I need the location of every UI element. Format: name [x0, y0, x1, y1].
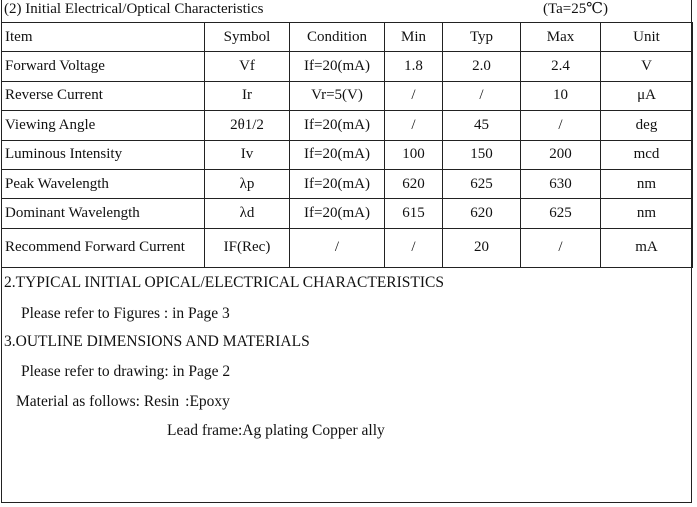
table-row: [2, 228, 693, 267]
cell-unit: V: [601, 52, 693, 81]
cell-unit: deg: [601, 111, 693, 140]
outline-dimensions-heading: 3.OUTLINE DIMENSIONS AND MATERIALS: [4, 333, 310, 350]
header-min: Min: [385, 23, 443, 52]
cell-max: 625: [521, 199, 601, 228]
header-max: Max: [521, 23, 601, 52]
cell-min: 615: [385, 199, 443, 228]
cell-symbol: IF(Rec): [205, 228, 290, 267]
table-header-row: [2, 23, 693, 52]
header-typ: Typ: [443, 23, 521, 52]
characteristics-table: [1, 22, 693, 268]
cell-condition: /: [290, 228, 385, 267]
cell-symbol: 2θ1/2: [205, 111, 290, 140]
cell-unit: nm: [601, 199, 693, 228]
cell-symbol: Vf: [205, 52, 290, 81]
section-title: (2) Initial Electrical/Optical Characteristics: [4, 1, 264, 17]
header-condition: Condition: [290, 23, 385, 52]
header-item: Item: [2, 23, 205, 52]
cell-item: Viewing Angle: [2, 111, 205, 140]
table-row: [2, 52, 693, 81]
cell-max: /: [521, 228, 601, 267]
cell-min: 1.8: [385, 52, 443, 81]
typical-characteristics-heading: 2.TYPICAL INITIAL OPICAL/ELECTRICAL CHARACTERISTICS: [4, 274, 445, 291]
material-resin: :Epoxy: [185, 393, 230, 410]
cell-max: 630: [521, 169, 601, 198]
table-row: [2, 111, 693, 140]
cell-item: Luminous Intensity: [2, 140, 205, 169]
cell-unit: mA: [601, 228, 693, 267]
cell-typ: 2.0: [443, 52, 521, 81]
cell-unit: μA: [601, 81, 693, 110]
cell-condition: Vr=5(V): [290, 81, 385, 110]
cell-typ: 45: [443, 111, 521, 140]
cell-condition: If=20(mA): [290, 140, 385, 169]
cell-item: Recommend Forward Current: [2, 228, 205, 267]
test-condition: (Ta=25℃): [543, 1, 609, 17]
cell-typ: /: [443, 81, 521, 110]
cell-min: /: [385, 81, 443, 110]
cell-typ: 150: [443, 140, 521, 169]
cell-item: Dominant Wavelength: [2, 199, 205, 228]
cell-unit: nm: [601, 169, 693, 198]
outline-dimensions-text: Please refer to drawing: in Page 2: [21, 363, 231, 380]
lead-frame-line: Lead frame:Ag plating Copper ally: [167, 422, 385, 439]
table-row: [2, 140, 693, 169]
table-row: [2, 169, 693, 198]
cell-symbol: Ir: [205, 81, 290, 110]
cell-max: /: [521, 111, 601, 140]
typical-characteristics-text: Please refer to Figures : in Page 3: [21, 305, 230, 322]
cell-min: /: [385, 228, 443, 267]
cell-max: 200: [521, 140, 601, 169]
cell-min: 620: [385, 169, 443, 198]
table-row: [2, 199, 693, 228]
table-row: [2, 81, 693, 110]
cell-condition: If=20(mA): [290, 111, 385, 140]
header-unit: Unit: [601, 23, 693, 52]
material-line: [16, 392, 230, 412]
cell-symbol: λd: [205, 199, 290, 228]
cell-max: 10: [521, 81, 601, 110]
cell-max: 2.4: [521, 52, 601, 81]
cell-item: Forward Voltage: [2, 52, 205, 81]
cell-condition: If=20(mA): [290, 169, 385, 198]
cell-item: Peak Wavelength: [2, 169, 205, 198]
cell-typ: 625: [443, 169, 521, 198]
header-symbol: Symbol: [205, 23, 290, 52]
cell-min: /: [385, 111, 443, 140]
cell-item: Reverse Current: [2, 81, 205, 110]
material-label: Material as follows: Resin: [16, 393, 180, 410]
cell-min: 100: [385, 140, 443, 169]
cell-symbol: Iv: [205, 140, 290, 169]
cell-symbol: λp: [205, 169, 290, 198]
cell-unit: mcd: [601, 140, 693, 169]
cell-condition: If=20(mA): [290, 52, 385, 81]
cell-typ: 620: [443, 199, 521, 228]
cell-typ: 20: [443, 228, 521, 267]
cell-condition: If=20(mA): [290, 199, 385, 228]
